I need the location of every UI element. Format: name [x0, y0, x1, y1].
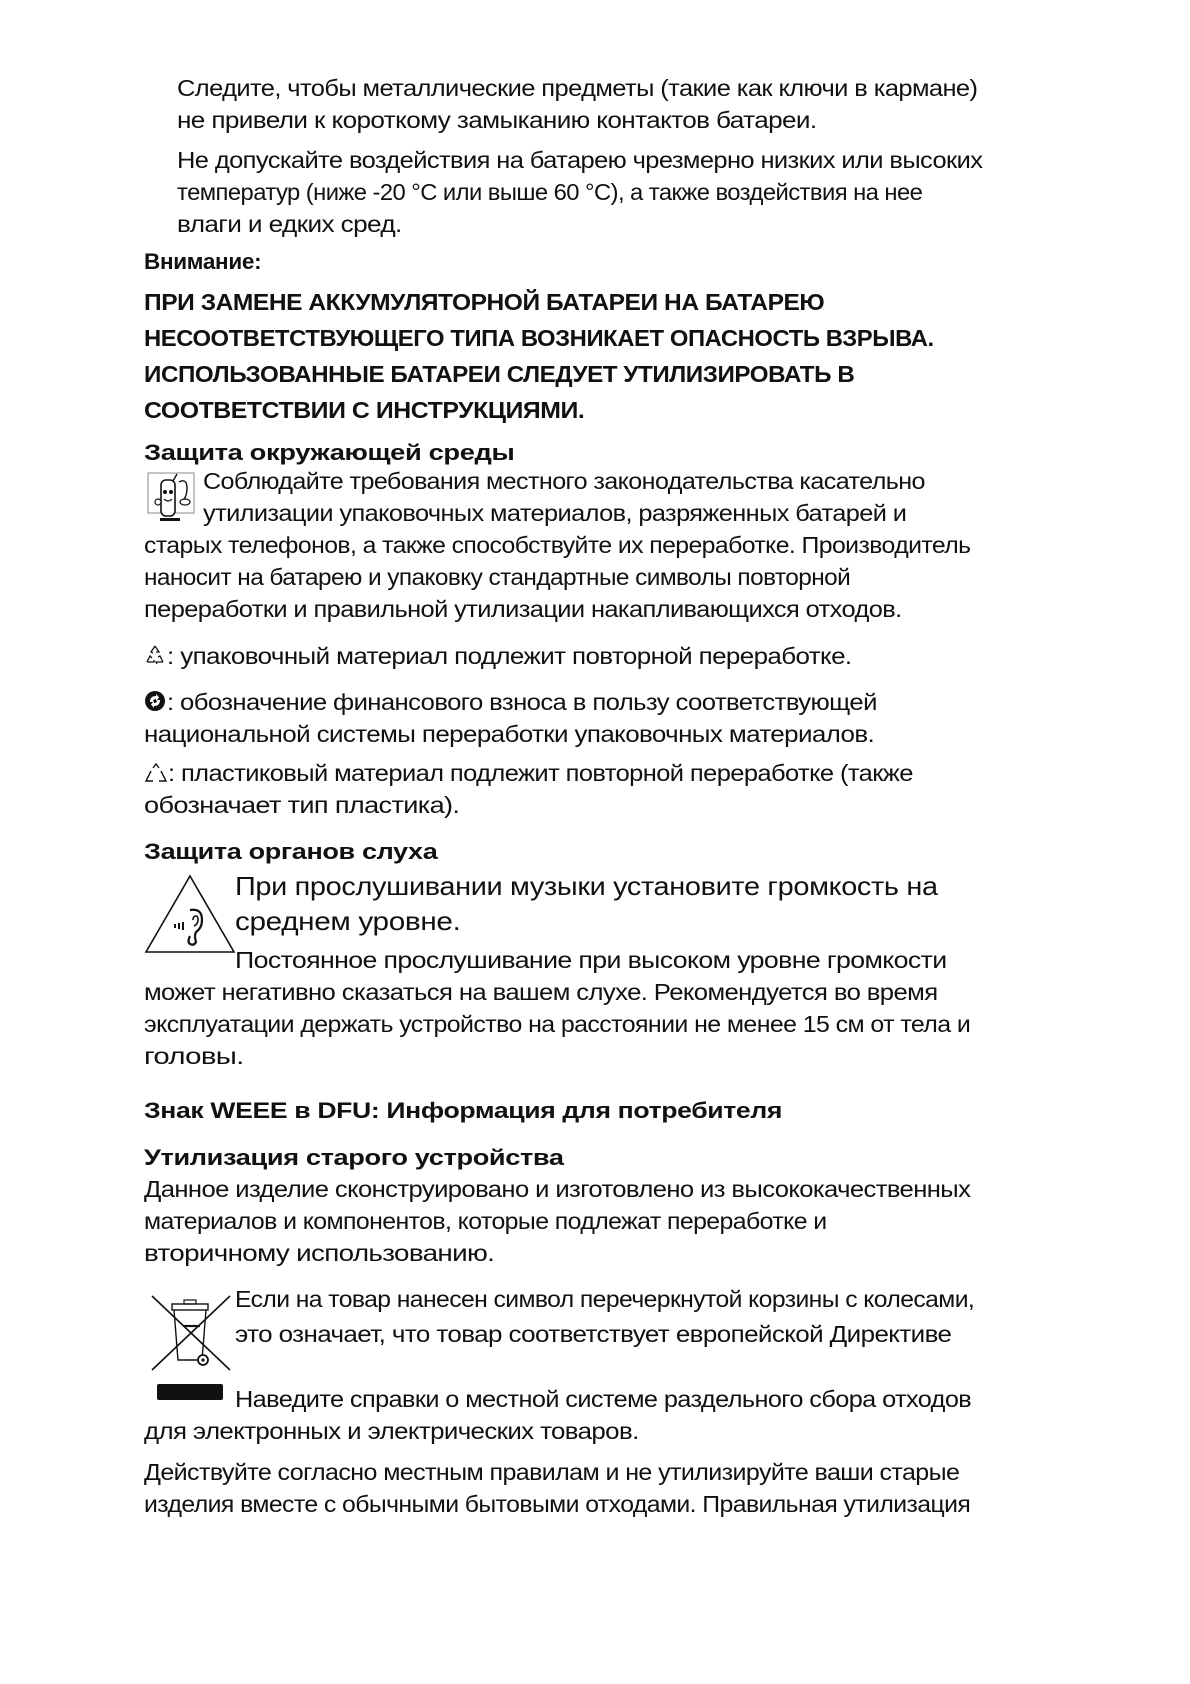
environment-intro-line-5: переработки и правильной утилизации накапливающихся отходов.: [144, 596, 902, 622]
battery-line-5: влаги и едких сред.: [177, 211, 402, 237]
weee-final-line-2: изделия вместе с обычными бытовыми отходами. Правильная утилизация: [144, 1491, 971, 1517]
hearing-big-line-2: среднем уровне.: [235, 906, 461, 936]
environment-intro-line-1: Соблюдайте требования местного законодательства касательно: [203, 468, 925, 494]
battery-line-2: не привели к короткому замыканию контактов батареи.: [177, 107, 817, 133]
hearing-line-1: Постоянное прослушивание при высоком уровне громкости: [235, 947, 947, 973]
weee-subtitle: Утилизация старого устройства: [144, 1145, 564, 1170]
warning-title: Внимание:: [144, 249, 262, 274]
symbol-recycle-text: : упаковочный материал подлежит повторной переработке.: [167, 643, 852, 669]
weee-final-line-1: Действуйте согласно местным правилам и не утилизируйте ваши старые: [144, 1459, 960, 1485]
warning-line-4: СООТВЕТСТВИИ С ИНСТРУКЦИЯМИ.: [144, 397, 585, 423]
crossed-bin-icon: [150, 1292, 232, 1374]
environment-intro-line-2: утилизации упаковочных материалов, разряженных батарей и: [203, 500, 907, 526]
symbol-green-dot-text-1: : обозначение финансового взноса в пользу соответствующей: [167, 689, 877, 715]
warning-line-3: ИСПОЛЬЗОВАННЫЕ БАТАРЕИ СЛЕДУЕТ УТИЛИЗИРОВАТЬ В: [144, 361, 855, 387]
weee-title: Знак WEEE в DFU: Информация для потребителя: [144, 1098, 783, 1123]
hearing-line-3: эксплуатации держать устройство на расстоянии не менее 15 см от тела и: [144, 1011, 971, 1037]
weee-intro-line-2: материалов и компонентов, которые подлежат переработке и: [144, 1208, 827, 1234]
battery-line-1: Следите, чтобы металлические предметы (такие как ключи в кармане): [177, 75, 978, 101]
environment-intro-line-3: старых телефонов, а также способствуйте их переработке. Производитель: [144, 532, 971, 558]
hearing-big-line-1: При прослушивании музыки установите громкость на: [235, 871, 938, 901]
battery-line-3: Не допускайте воздействия на батарею чрезмерно низких или высоких: [177, 147, 983, 173]
weee-intro-line-3: вторичному использованию.: [144, 1240, 495, 1266]
weee-bar-line-1: Наведите справки о местной системе раздельного сбора отходов: [235, 1386, 972, 1412]
battery-line-4: температур (ниже -20 °C или выше 60 °C), а также воздействия на нее: [177, 179, 923, 205]
hearing-line-4: головы.: [144, 1043, 244, 1069]
hearing-warning-icon: [144, 874, 236, 954]
symbol-plastic-text-2: обозначает тип пластика).: [144, 792, 460, 818]
symbol-green-dot-text-2: национальной системы переработки упаковочных материалов.: [144, 721, 875, 747]
hearing-line-2: может негативно сказаться на вашем слухе. Рекомендуется во время: [144, 979, 938, 1005]
warning-line-1: ПРИ ЗАМЕНЕ АККУМУЛЯТОРНОЙ БАТАРЕИ НА БАТАРЕЮ: [144, 289, 825, 315]
weee-bar-line-2: для электронных и электрических товаров.: [144, 1418, 639, 1444]
recycle-icon: [144, 644, 166, 666]
environment-title: Защита окружающей среды: [144, 440, 515, 465]
weee-bin-line-2: это означает, что товар соответствует европейской Директиве: [235, 1321, 952, 1347]
environment-intro-line-4: наносит на батарею и упаковку стандартные символы повторной: [144, 564, 851, 590]
green-dot-icon: [144, 690, 166, 712]
symbol-plastic-text-1: : пластиковый материал подлежит повторной переработке (также: [168, 760, 913, 786]
phone-mascot-icon: [147, 472, 195, 524]
separate-collection-bar-icon: [157, 1384, 223, 1400]
plastic-recycle-triangle-icon: [144, 762, 168, 784]
weee-intro-line-1: Данное изделие сконструировано и изготовлено из высококачественных: [144, 1176, 971, 1202]
warning-line-2: НЕСООТВЕТСТВУЮЩЕГО ТИПА ВОЗНИКАЕТ ОПАСНОСТЬ ВЗРЫВА.: [144, 325, 934, 351]
weee-bin-line-1: Если на товар нанесен символ перечеркнутой корзины с колесами,: [235, 1286, 975, 1312]
hearing-title: Защита органов слуха: [144, 839, 438, 864]
